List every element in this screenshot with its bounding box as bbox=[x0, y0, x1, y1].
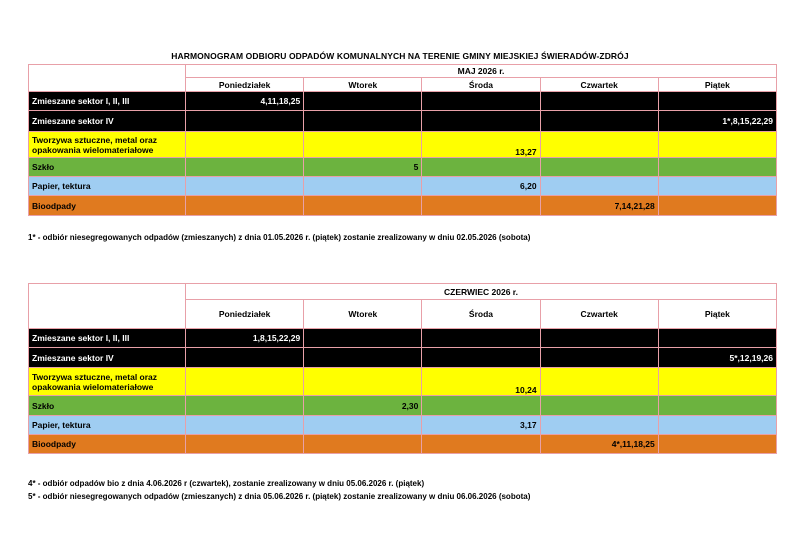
june-schedule-table bbox=[28, 283, 777, 454]
month-header: CZERWIEC 2026 r. bbox=[186, 284, 777, 300]
day-cell bbox=[422, 158, 540, 177]
table-row bbox=[29, 111, 777, 132]
day-cell bbox=[658, 177, 776, 196]
month-header: MAJ 2026 r. bbox=[186, 65, 777, 78]
day-cell bbox=[422, 111, 540, 132]
day-header-thursday: Czwartek bbox=[540, 78, 658, 92]
day-cell bbox=[540, 396, 658, 416]
row-label: Szkło bbox=[29, 396, 186, 416]
day-cell bbox=[304, 348, 422, 368]
table-row bbox=[29, 132, 777, 158]
row-label bbox=[29, 132, 186, 158]
day-cell bbox=[304, 435, 422, 454]
day-cell: 1*,8,15,22,29 bbox=[658, 111, 776, 132]
day-cell bbox=[540, 177, 658, 196]
row-label: Zmieszane sektor IV bbox=[29, 348, 186, 368]
day-cell bbox=[658, 329, 776, 348]
day-cell bbox=[186, 111, 304, 132]
day-header-wednesday: Środa bbox=[422, 300, 540, 329]
row-label bbox=[29, 368, 186, 396]
day-cell bbox=[658, 416, 776, 435]
row-label-line2: opakowania wielomateriałowe bbox=[32, 144, 154, 155]
day-header-friday: Piątek bbox=[658, 300, 776, 329]
table-month-row bbox=[29, 65, 777, 78]
table-row bbox=[29, 435, 777, 454]
day-cell: 4*,11,18,25 bbox=[540, 435, 658, 454]
row-label-line1: Tworzywa sztuczne, metal oraz bbox=[32, 134, 158, 145]
table-row bbox=[29, 396, 777, 416]
day-cell bbox=[658, 132, 776, 158]
day-cell bbox=[422, 196, 540, 216]
day-cell bbox=[540, 348, 658, 368]
day-cell bbox=[186, 416, 304, 435]
day-cell bbox=[658, 396, 776, 416]
day-cell bbox=[186, 196, 304, 216]
day-cell: 5 bbox=[304, 158, 422, 177]
day-cell bbox=[540, 92, 658, 111]
table-row bbox=[29, 416, 777, 435]
day-cell: 2,30 bbox=[304, 396, 422, 416]
day-cell bbox=[422, 92, 540, 111]
table-row bbox=[29, 348, 777, 368]
day-cell bbox=[540, 329, 658, 348]
day-cell: 1,8,15,22,29 bbox=[186, 329, 304, 348]
day-cell bbox=[658, 196, 776, 216]
day-cell bbox=[186, 158, 304, 177]
table-row bbox=[29, 158, 777, 177]
day-cell bbox=[186, 132, 304, 158]
row-label: Zmieszane sektor I, II, III bbox=[29, 329, 186, 348]
day-cell bbox=[304, 368, 422, 396]
day-cell bbox=[540, 368, 658, 396]
schedule-title: HARMONOGRAM ODBIORU ODPADÓW KOMUNALNYCH NA TERENIE GMINY MIEJSKIEJ ŚWIERADÓW-ZDRÓJ bbox=[171, 51, 629, 61]
day-header-tuesday: Wtorek bbox=[304, 78, 422, 92]
row-label-line2: opakowania wielomateriałowe bbox=[32, 381, 154, 392]
day-cell bbox=[304, 111, 422, 132]
day-cell bbox=[540, 158, 658, 177]
row-label: Bioodpady bbox=[29, 196, 186, 216]
day-cell bbox=[304, 132, 422, 158]
row-label: Papier, tektura bbox=[29, 177, 186, 196]
day-cell bbox=[186, 177, 304, 196]
day-cell: 7,14,21,28 bbox=[540, 196, 658, 216]
day-cell bbox=[186, 348, 304, 368]
day-cell bbox=[304, 92, 422, 111]
row-label: Zmieszane sektor I, II, III bbox=[29, 92, 186, 111]
day-cell bbox=[304, 177, 422, 196]
day-cell: 4,11,18,25 bbox=[186, 92, 304, 111]
day-header-monday: Poniedziałek bbox=[186, 300, 304, 329]
row-label: Bioodpady bbox=[29, 435, 186, 454]
day-cell bbox=[658, 92, 776, 111]
day-cell bbox=[540, 111, 658, 132]
table-month-row bbox=[29, 284, 777, 300]
day-header-thursday: Czwartek bbox=[540, 300, 658, 329]
footnote: 5* - odbiór niesegregowanych odpadów (zmieszanych) z dnia 05.06.2026 r. (piątek) zostanie zrealizowany w dniu 06.06.2026 (sobota) bbox=[28, 492, 531, 501]
day-cell: 5*,12,19,26 bbox=[658, 348, 776, 368]
day-cell bbox=[422, 396, 540, 416]
day-cell bbox=[304, 329, 422, 348]
day-cell bbox=[186, 396, 304, 416]
day-cell bbox=[658, 368, 776, 396]
day-cell: 13,27 bbox=[422, 132, 540, 158]
row-label: Szkło bbox=[29, 158, 186, 177]
day-cell bbox=[540, 416, 658, 435]
day-cell: 3,17 bbox=[422, 416, 540, 435]
footnote: 1* - odbiór niesegregowanych odpadów (zmieszanych) z dnia 01.05.2026 r. (piątek) zostanie zrealizowany w dniu 02.05.2026 (sobota) bbox=[28, 233, 531, 242]
corner-cell bbox=[29, 65, 186, 92]
day-cell bbox=[186, 368, 304, 396]
day-cell bbox=[658, 158, 776, 177]
table-row bbox=[29, 196, 777, 216]
table-row bbox=[29, 177, 777, 196]
day-cell: 10,24 bbox=[422, 368, 540, 396]
day-cell bbox=[658, 435, 776, 454]
may-schedule-table bbox=[28, 64, 777, 216]
table-row bbox=[29, 368, 777, 396]
day-cell bbox=[186, 435, 304, 454]
row-label: Zmieszane sektor IV bbox=[29, 111, 186, 132]
row-label: Papier, tektura bbox=[29, 416, 186, 435]
footnote: 4* - odbiór odpadów bio z dnia 4.06.2026 r (czwartek), zostanie zrealizowany w dniu 05.06.2026 r. (piątek) bbox=[28, 479, 425, 488]
day-header-wednesday: Środa bbox=[422, 78, 540, 92]
day-cell bbox=[304, 416, 422, 435]
day-cell bbox=[304, 196, 422, 216]
day-header-friday: Piątek bbox=[658, 78, 776, 92]
day-header-monday: Poniedziałek bbox=[186, 78, 304, 92]
day-cell bbox=[422, 435, 540, 454]
day-cell bbox=[422, 348, 540, 368]
day-cell: 6,20 bbox=[422, 177, 540, 196]
day-cell bbox=[422, 329, 540, 348]
day-header-tuesday: Wtorek bbox=[304, 300, 422, 329]
row-label-line1: Tworzywa sztuczne, metal oraz bbox=[32, 371, 158, 382]
corner-cell bbox=[29, 284, 186, 329]
table-row bbox=[29, 92, 777, 111]
table-row bbox=[29, 329, 777, 348]
day-cell bbox=[540, 132, 658, 158]
